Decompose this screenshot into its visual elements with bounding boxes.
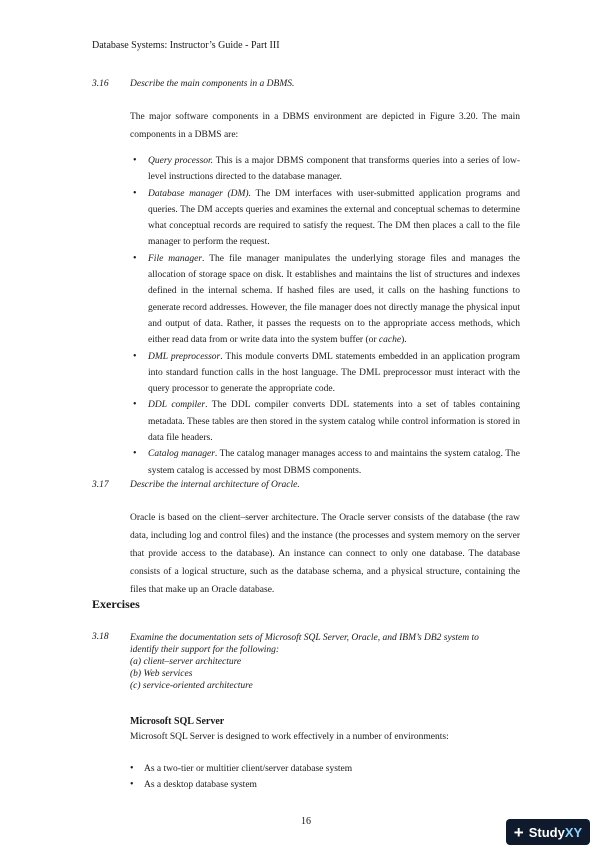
- list-item: • As a two-tier or multitier client/server database system: [130, 761, 520, 777]
- section-title: Exercises: [92, 597, 140, 611]
- list-item: • Query processor. This is a major DBMS component that transforms queries into a series of low-level instructions directed to the database manager.: [130, 153, 520, 186]
- question-number: 3.18: [92, 632, 109, 642]
- list-item: • File manager. The file manager manipulates the underlying storage files and manages the allocation of storage space on disk. It establishes and maintains the list of structures and indexes defined in the internal schema. If hashed files are used, it calls on the hashing functions to generate record addresses. However, the file manager does not directly manage the physical input and output of data. Rather, it passes the requests on to the appropriate access methods, which either read data from or write data into the system buffer (or cache).: [130, 251, 520, 349]
- studyxy-badge[interactable]: [506, 819, 590, 845]
- running-header: Database Systems: Instructor’s Guide - Part III: [92, 40, 280, 51]
- question-number: 3.17: [92, 480, 109, 490]
- subsection-heading: Microsoft SQL Server: [130, 716, 225, 727]
- subsection-intro: Microsoft SQL Server is designed to work effectively in a number of environments:: [130, 732, 449, 742]
- list-item: • DDL compiler. The DDL compiler converts DDL statements into a set of tables containing metadata. These tables are then stored in the system catalog while control information is stored in data file headers.: [130, 397, 520, 446]
- brand-name-suffix: XY: [564, 824, 583, 840]
- answer-paragraph: Oracle is based on the client–server architecture. The Oracle server consists of the database (the raw data, including log and control files) and the instance (the processes and system memory on the server that provide access to the database). An instance can connect to only one database. The database consists of a logical structure, such as the database schema, and a physical structure, containing the files that make up an Oracle database.: [130, 513, 520, 595]
- brand-name: Study: [528, 824, 565, 840]
- exercise-question: Examine the documentation sets of Microsoft SQL Server, Oracle, and IBM’s DB2 system to identify their support for the following: (a) client–server architecture (b) Web services (c) service-oriented architecture: [130, 633, 479, 691]
- list-item: • As a desktop database system: [130, 777, 520, 793]
- question-text: Describe the main components in a DBMS.: [130, 79, 295, 89]
- list-item: • Database manager (DM). The DM interfaces with user-submitted application programs and queries. The DM accepts queries and examines the external and conceptual schemas to determine what conceptual records are required to satisfy the request. The DM then places a call to the file manager to perform the request.: [130, 186, 520, 251]
- page-number: 16: [301, 816, 311, 827]
- plus-icon: +: [513, 822, 524, 842]
- dbms-components-list: [130, 153, 520, 479]
- question-number: 3.16: [92, 79, 109, 89]
- environments-list: [130, 761, 520, 793]
- question-text: Describe the internal architecture of Oracle.: [130, 480, 300, 490]
- list-item: • Catalog manager. The catalog manager manages access to and maintains the system catalog. The system catalog is accessed by most DBMS components.: [130, 446, 520, 479]
- answer-intro: The major software components in a DBMS environment are depicted in Figure 3.20. The main components in a DBMS are:: [130, 112, 520, 140]
- list-item: • DML preprocessor. This module converts DML statements embedded in an application program into standard function calls in the host language. The DML preprocessor must interact with the query processor to generate the appropriate code.: [130, 349, 520, 398]
